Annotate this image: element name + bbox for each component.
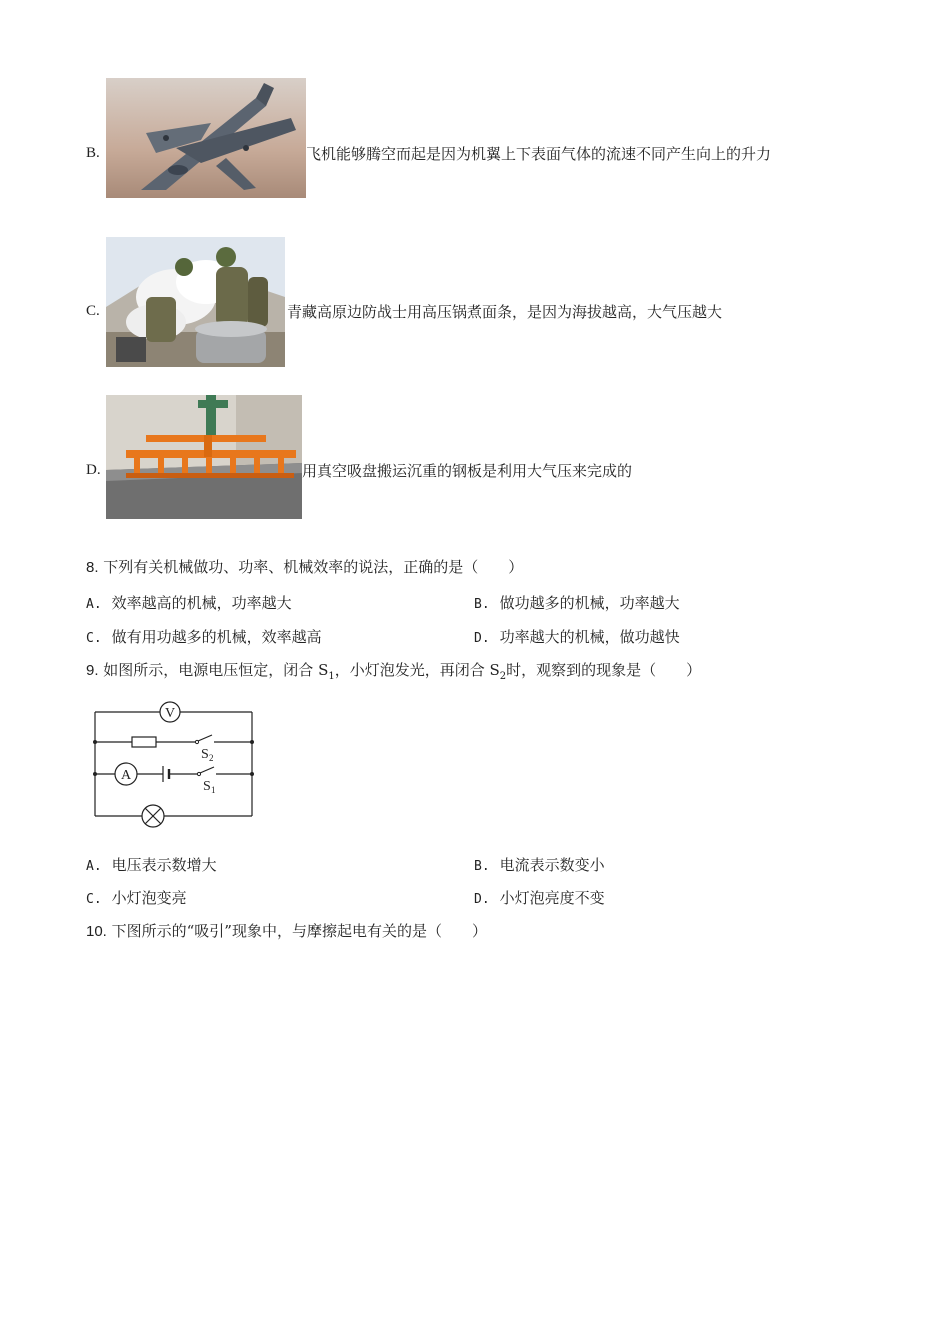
q8-option-d: D. 功率越大的机械，做功越快: [474, 628, 680, 646]
q8-option-b: B. 做功越多的机械，功率越大: [474, 594, 680, 612]
circuit-diagram: [88, 696, 263, 831]
option-c-row: [86, 301, 100, 321]
question-9-stem: 9. 如图所示，电源电压恒定，闭合 $S_1$，小灯泡发光，再闭合 $S_2$时，观察到的现象是（ ）: [86, 661, 702, 682]
question-number: 10.: [86, 923, 107, 940]
q8-option-a: A. 效率越高的机械，功率越大: [86, 594, 292, 612]
q8-option-c: C. 做有用功越多的机械，效率越高: [86, 628, 322, 646]
option-letter: D.: [86, 461, 101, 478]
switch-s1-label: S: [203, 779, 211, 794]
question-number: 9.: [86, 662, 99, 679]
option-b-text: 飞机能够腾空而起是因为机翼上下表面气体的流速不同产生向上的升力: [306, 145, 772, 163]
question-text: 下图所示的“吸引”现象中，与摩擦起电有关的是（ ）: [111, 922, 487, 940]
option-c-text: 青藏高原边防战士用高压锅煮面条，是因为海拔越高，大气压越大: [287, 303, 723, 321]
option-b-row: [86, 143, 100, 163]
switch-s1-sub: 1: [211, 785, 216, 795]
switch-s2-sub: 2: [209, 753, 214, 763]
vacuum-lifter-photo: [106, 395, 302, 519]
fighter-jet-photo: [106, 78, 306, 198]
question-number: 8.: [86, 559, 99, 576]
option-d-text: 用真空吸盘搬运沉重的钢板是利用大气压来完成的: [302, 462, 633, 480]
ammeter-label: A: [120, 768, 132, 783]
voltmeter-label: V: [164, 706, 176, 721]
q9-option-b: B. 电流表示数变小: [474, 856, 605, 874]
question-8-stem: [86, 556, 523, 577]
option-letter: B.: [86, 144, 100, 161]
q9-option-c: C. 小灯泡变亮: [86, 889, 187, 907]
question-text: 下列有关机械做功、功率、机械效率的说法，正确的是（ ）: [103, 558, 524, 576]
switch-s2-label: S: [201, 747, 209, 762]
q9-option-a: A. 电压表示数增大: [86, 856, 217, 874]
q9-option-d: D. 小灯泡亮度不变: [474, 889, 605, 907]
soldiers-pressure-cooker-photo: [106, 237, 285, 367]
question-10-stem: [86, 920, 487, 941]
option-letter: C.: [86, 302, 100, 319]
option-d-row: [86, 460, 101, 480]
